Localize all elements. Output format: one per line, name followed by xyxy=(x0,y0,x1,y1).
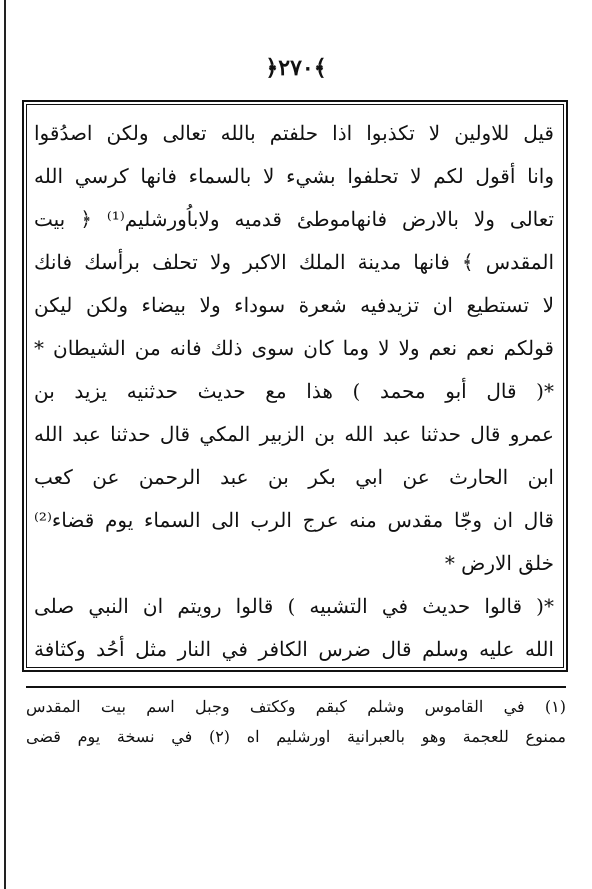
main-text xyxy=(34,112,554,671)
footnote-line: (١) في القاموس وشلم كبقم وككتف وجبل اسم بيت المقدس xyxy=(26,697,566,716)
text-line: لا تستطيع ان تزيدفيه شعرة سوداء ولا بيضاء ولكن ليكن xyxy=(34,293,554,317)
text-line: قيل للاولين لا تكذبوا اذا حلفتم بالله تعالى ولكن اصدُقوا xyxy=(34,121,554,145)
text-line: المقدس ﴾ فانها مدينة الملك الاكبر ولا تحلف برأسك فانك xyxy=(34,250,554,274)
margin-rule xyxy=(4,0,6,889)
text-line: قولكم نعم نعم ولا لا وما كان سوى ذلك فانه من الشيطان * xyxy=(34,336,554,360)
text-line: وانا أقول لكم لا تحلفوا بشيء لا بالسماء فانها كرسي الله xyxy=(34,164,554,188)
text-line: خلق الارض * xyxy=(444,551,554,575)
text-line: *( قال أبو محمد ) هذا مع حديث حدثنيه يزيد بن xyxy=(34,379,554,403)
text-line: *( قالوا حديث في التشبيه ) قالوا رويتم ان النبي صلى xyxy=(34,594,554,618)
footnote-line: ممنوع للعجمة وهو بالعبرانية اورشليم اه (٢) في نسخة يوم قضى xyxy=(26,727,566,746)
text-line: عمرو قال حدثنا عبد الله بن الزبير المكي قال حدثنا عبد الله xyxy=(34,422,554,446)
footnotes xyxy=(26,686,566,752)
text-line: قال ان وجّا مقدس منه عرج الرب الى السماء يوم قضاء⁽²⁾ xyxy=(34,508,554,532)
text-line: ابن الحارث عن ابي بكر بن عبد الرحمن عن كعب xyxy=(34,465,554,489)
text-line: الله عليه وسلم قال ضرس الكافر في النار مثل أحُد وكثافة xyxy=(34,637,554,661)
text-line: تعالى ولا بالارض فانهاموطئ قدميه ولاباُورشليم⁽¹⁾ ﴿ بيت xyxy=(34,207,554,231)
page-number: ﴿٢٧٠﴾ xyxy=(265,55,327,81)
